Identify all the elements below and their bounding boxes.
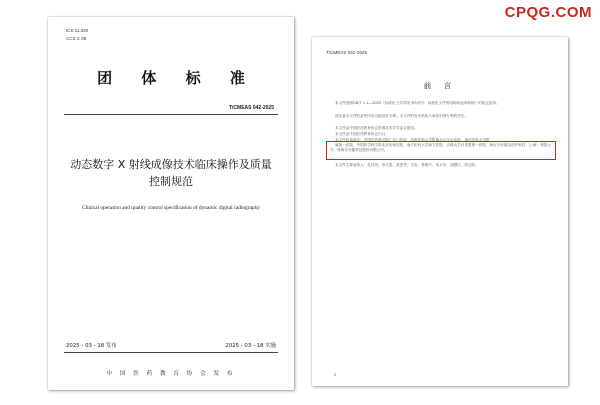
site-watermark: CPQG.COM <box>504 4 592 21</box>
foreword-paragraph-3: 本文件由中国医药教育协会影像技术学专委会提出。 <box>335 126 418 130</box>
english-title: Clinical operation and quality control specification of dynamic digital radiography <box>82 205 260 211</box>
standard-code-header: T/CMEAS 042-2025 <box>326 50 368 55</box>
top-divider <box>64 114 278 115</box>
implement-date: 2025 - 03 - 18 实施 <box>225 343 276 349</box>
standard-code: T/CMEAS 042-2025 <box>228 105 274 111</box>
foreword-paragraph-4: 本文件由中国医药教育协会归口。 <box>335 132 389 136</box>
foreword-paragraph-1: 本文件按照GB/T 1.1—2020《标准化工作导则 第1部分：标准化文件的结构和起草规则》的规定起草。 <box>335 101 500 105</box>
page-number: II <box>334 372 337 377</box>
bottom-divider <box>64 352 278 353</box>
cover-page <box>48 17 294 390</box>
publish-date: 2025 - 03 - 18 发布 <box>66 343 117 349</box>
chinese-title <box>48 156 294 190</box>
foreword-page <box>312 37 568 386</box>
foreword-paragraph-6: 属第一医院、中国医学科学院北京协和医院、南方医科大学南方医院、吉林大学白求恩第一医院、柯尼卡美能达医疗科技（上海）有限公司、珠海市安健科技股份有限公司。 <box>330 143 551 153</box>
publisher-line: 中 国 医 药 教 育 协 会 发 布 <box>106 371 236 377</box>
document-type-title: 团 体 标 准 <box>97 69 257 87</box>
chinese-title-line-2: 控制规范 <box>149 175 193 188</box>
ccs-code: CCS C 05 <box>66 36 87 41</box>
foreword-paragraph-7: 本文件主要起草人：孔祥闯、李文富、张思华、王岩、蔡明兴、朱万安、胡慧江、郭佳欣。 <box>335 163 479 167</box>
ics-code: ICS 11.020 <box>66 28 89 33</box>
foreword-paragraph-2: 请注意本文件的某些内容可能涉及专利。本文件的发布机构不承担识别专利的责任。 <box>335 114 468 118</box>
drafting-units-highlight-box <box>326 141 556 160</box>
foreword-heading: 前 言 <box>423 81 457 90</box>
foreword-paragraph-5: 本文件起草单位：中国中医科学院广安门医院、首都医科大学附属北京安贞医院、重庆医科大学附 <box>335 138 490 142</box>
chinese-title-line-1: 动态数字 X 射线成像技术临床操作及质量 <box>70 158 272 171</box>
